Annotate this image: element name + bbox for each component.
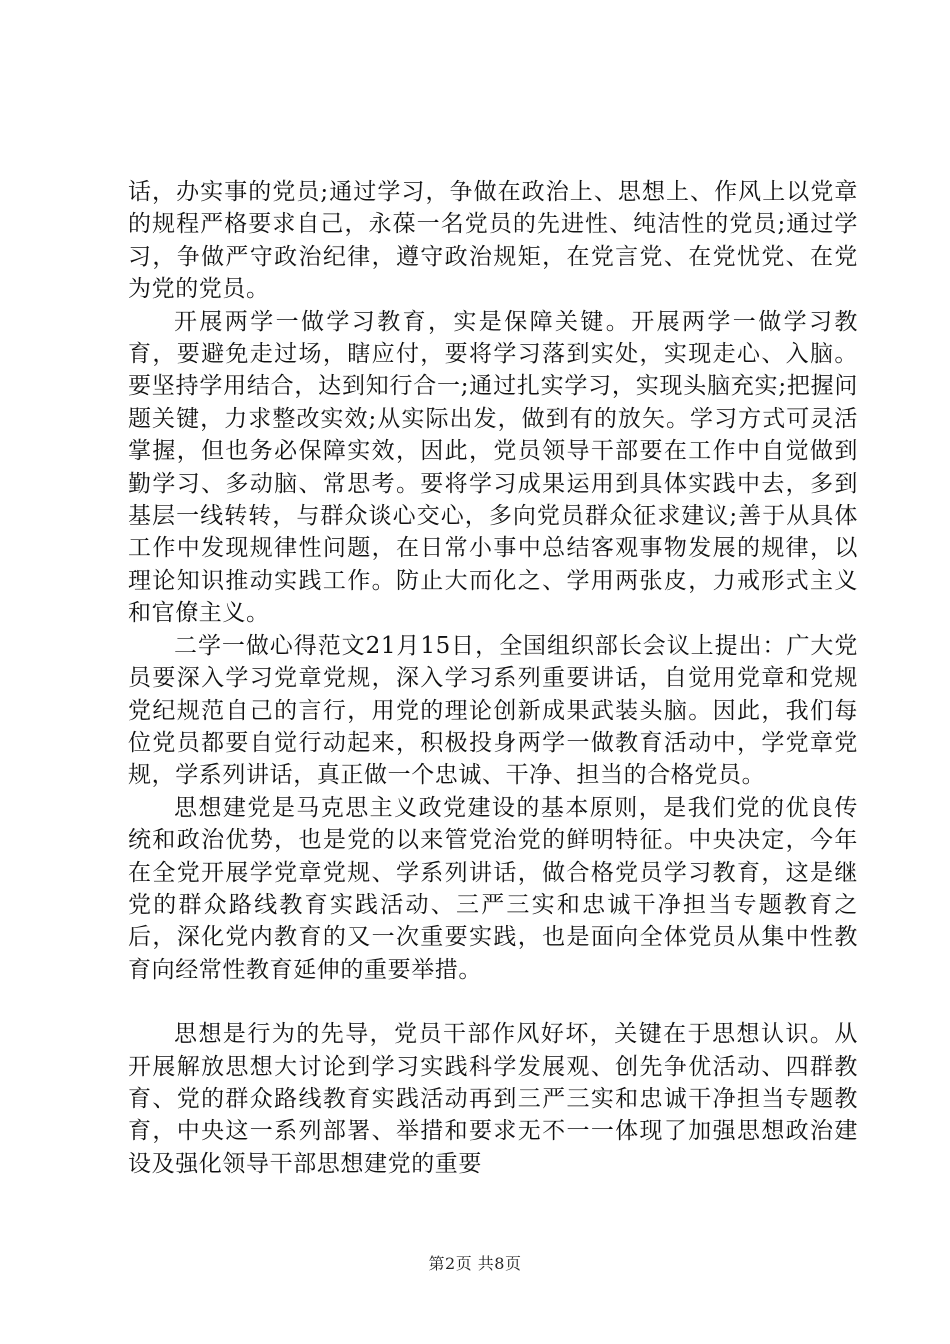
page-footer: 第2页 共8页 [428,1254,522,1273]
document-body [128,176,858,1180]
paragraph-ideological-party-building: 思想建党是马克思主义政党建设的基本原则，是我们党的优良传统和政治优势，也是党的以来管党治党的鲜明特征。中央决定，今年在全党开展学党章党规、学系列讲话，做合格党员学习教育，这是继党的群众路线教育实践活动、三严三实和忠诚干净担当专题教育之后，深化党内教育的又一次重要实践，也是面向全体党员从集中性教育向经常性教育延伸的重要举措。 [128,794,858,983]
paragraph-continuation: 话，办实事的党员;通过学习，争做在政治上、思想上、作风上以党章的规程严格要求自己，永葆一名党员的先进性、纯洁性的党员;通过学习，争做严守政治纪律，遵守政治规矩，在党言党、在党忧党、在党为党的党员。 [128,179,858,303]
paragraph-sample-essay: 二学一做心得范文21月15日，全国组织部长会议上提出：广大党员要深入学习党章党规，深入学习系列重要讲话，自觉用党章和党规党纪规范自己的言行，用党的理论创新成果武装头脑。因此，我们每位党员都要自觉行动起来，积极投身两学一做教育活动中，学党章党规，学系列讲话，真正做一个忠诚、干净、担当的合格党员。 [128,632,858,789]
paragraph-study-guarantee: 开展两学一做学习教育，实是保障关键。开展两学一做学习教育，要避免走过场，瞎应付，要将学习落到实处，实现走心、入脑。要坚持学用结合，达到知行合一;通过扎实学习，实现头脑充实;把握问题关键，力求整改实效;从实际出发，做到有的放矢。学习方式可灵活掌握，但也务必保障实效，因此，党员领导干部要在工作中自觉做到勤学习、多动脑、常思考。要将学习成果运用到具体实践中去，多到基层一线转转，与群众谈心交心，多向党员群众征求建议;善于从具体工作中发现规律性问题，在日常小事中总结客观事物发展的规律，以理论知识推动实践工作。防止大而化之、学用两张皮，力戒形式主义和官僚主义。 [128,308,858,627]
paragraph-thought-guides-action: 思想是行为的先导，党员干部作风好坏，关键在于思想认识。从开展解放思想大讨论到学习实践科学发展观、创先争优活动、四群教育、党的群众路线教育实践活动再到三严三实和忠诚干净担当专题教育，中央这一系列部署、举措和要求无不一一体现了加强思想政治建设及强化领导干部思想建党的重要 [128,1021,858,1177]
